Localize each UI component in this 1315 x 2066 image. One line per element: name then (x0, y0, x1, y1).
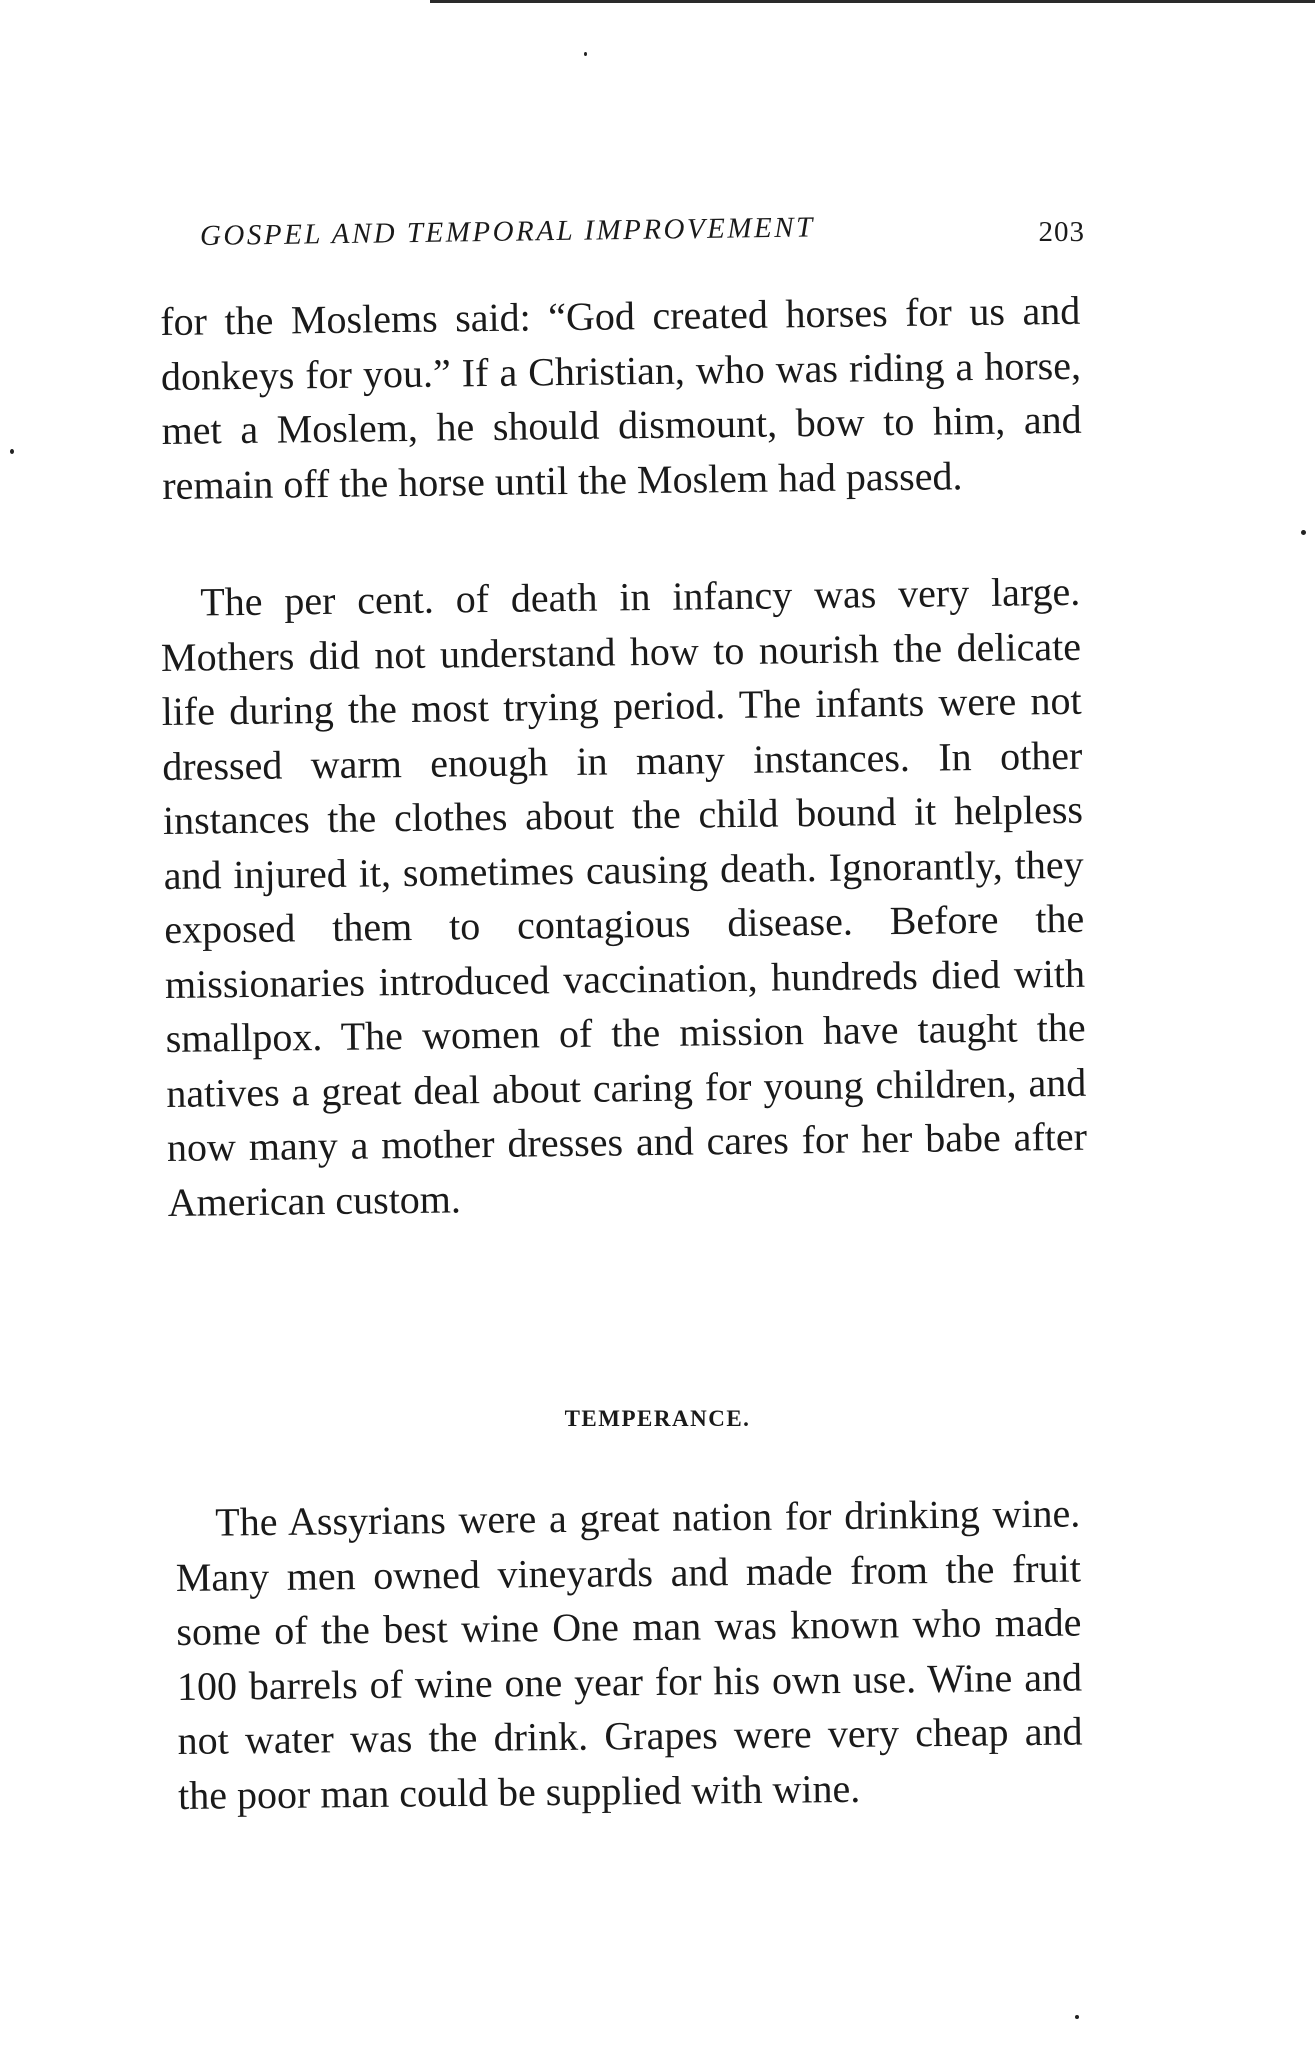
section-heading: TEMPERANCE. (564, 1406, 751, 1431)
running-head (199, 211, 1085, 260)
paragraph-continued: for the Moslems said: “God created horses for us and donkeys for you.” If a Christian, who was riding a horse, met a Moslem, he should dismount, bow to him, and remain off the horse until the Moslem had passed. (160, 287, 1082, 508)
running-title: GOSPEL AND TEMPORAL IMPROVEMENT (199, 211, 815, 252)
paragraph-infant-mortality: The per cent. of death in infancy was very large. Mothers did not understand how to nourish the delicate life during the most trying period. The infants were not dressed warm enough in many instances. In other instances the clothes about the child bound it helpless and injured it, sometimes causing death. Ignorantly, they exposed them to contagious disease. Before the missionaries introduced vaccination, hundreds died with smallpox. The women of the mission have taught the natives a great deal about caring for young children, and now many a mother dresses and cares for her babe after American custom. (160, 568, 1088, 1225)
page-number: 203 (1038, 216, 1085, 248)
paragraph-temperance: The Assyrians were a great nation for drinking wine. Many men owned vineyards and made from the fruit some of the best wine One man was known who made 100 barrels of wine one year for his own use. Wine and not water was the drink. Grapes were very cheap and the poor man could be supplied with wine. (175, 1490, 1083, 1818)
